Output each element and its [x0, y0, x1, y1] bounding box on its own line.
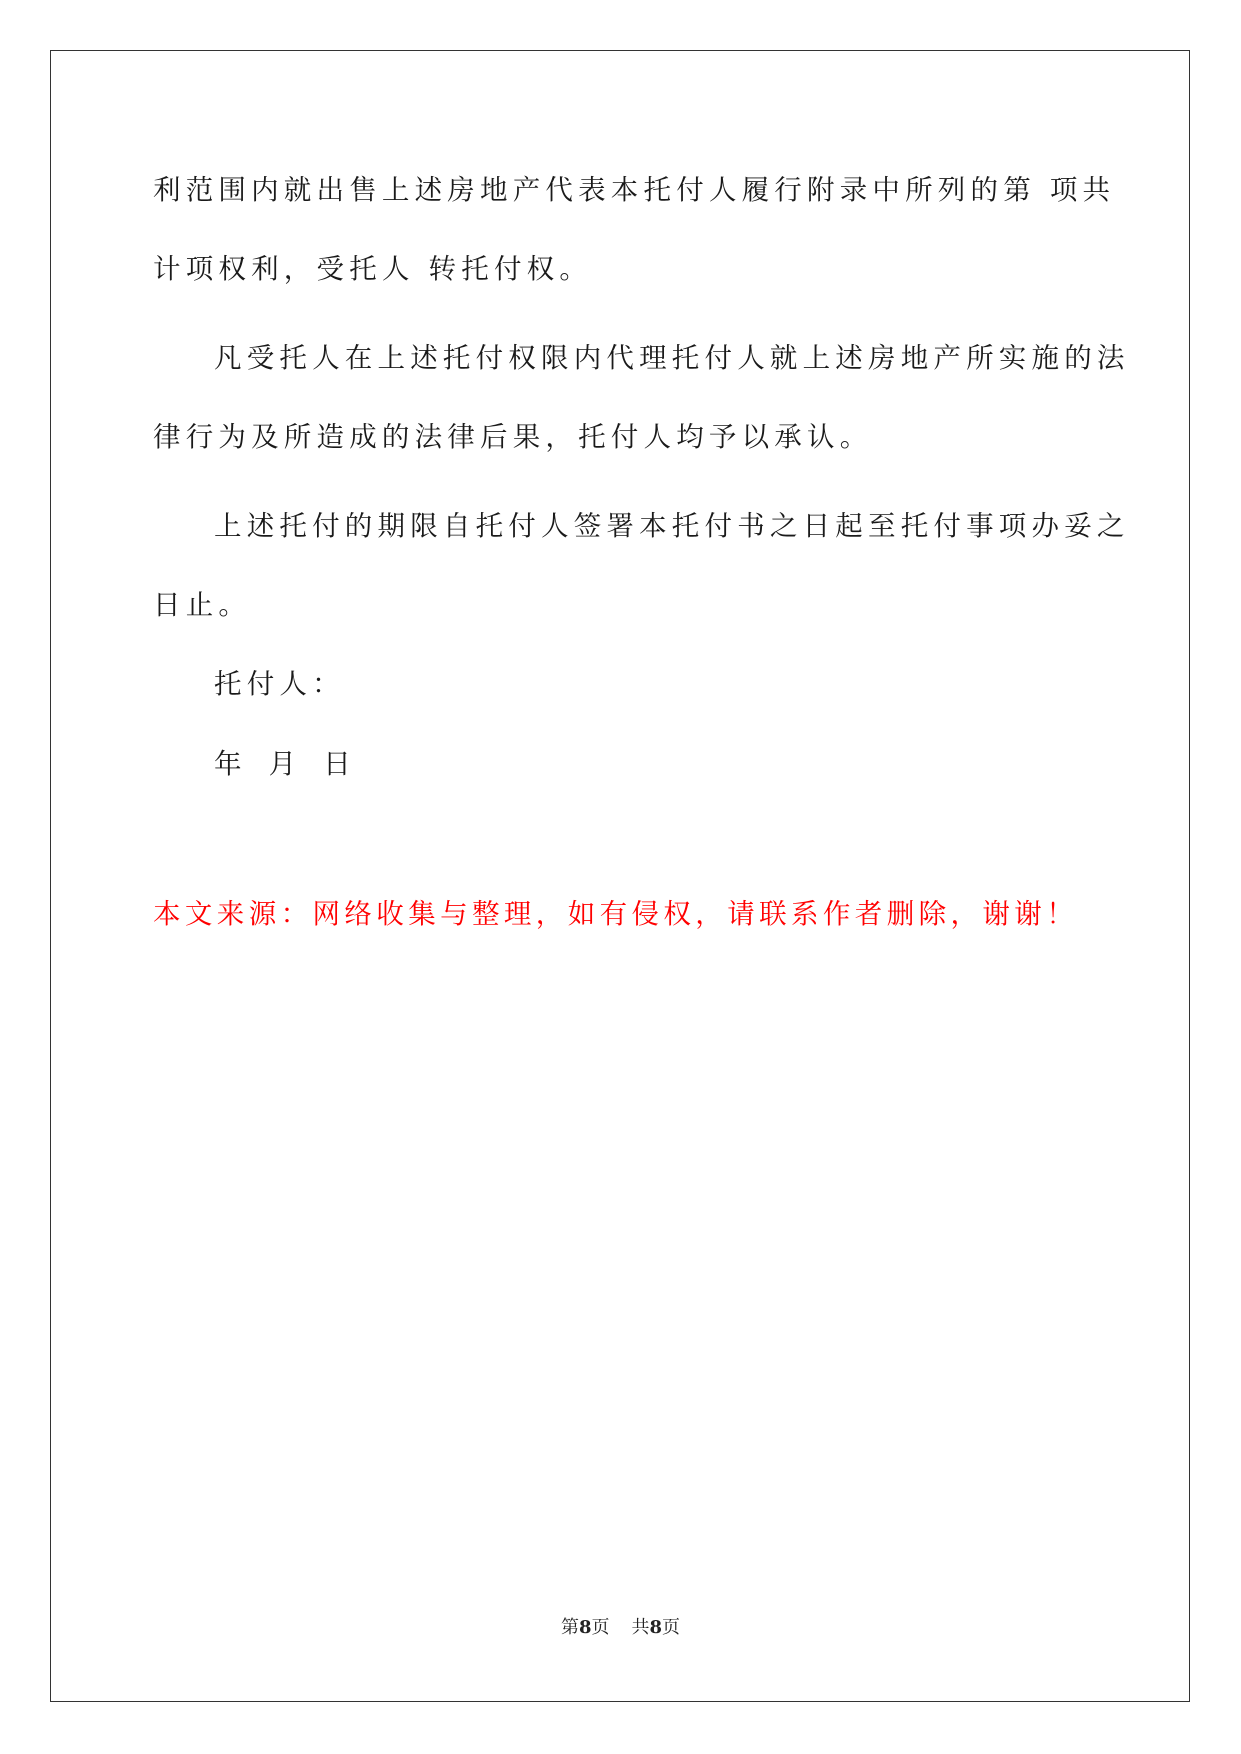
total-unit: 页 [662, 1617, 681, 1638]
page-border [50, 50, 1190, 1702]
source-notice: 本文来源：网络收集与整理，如有侵权，请联系作者删除，谢谢！ [153, 898, 1079, 930]
body-line-6: 日止。 [153, 589, 252, 621]
date-line: 年 月 日 [214, 748, 356, 780]
signer-label: 托付人： [214, 668, 345, 700]
page-number: 8 [578, 1617, 592, 1638]
body-line-5: 上述托付的期限自托付人签署本托付书之日起至托付事项办妥之 [214, 510, 1130, 542]
page-footer [0, 1616, 1241, 1640]
body-line-2: 计项权利，受托人 转托付权。 [153, 253, 593, 285]
page-unit: 页 [591, 1617, 610, 1638]
total-prefix: 共 [631, 1617, 650, 1638]
page-prefix: 第 [560, 1617, 579, 1638]
total-pages: 8 [649, 1617, 663, 1638]
body-line-4: 律行为及所造成的法律后果，托付人均予以承认。 [153, 421, 873, 453]
body-line-3: 凡受托人在上述托付权限内代理托付人就上述房地产所实施的法 [214, 342, 1130, 374]
body-line-1: 利范围内就出售上述房地产代表本托付人履行附录中所列的第 项共 [153, 174, 1116, 206]
